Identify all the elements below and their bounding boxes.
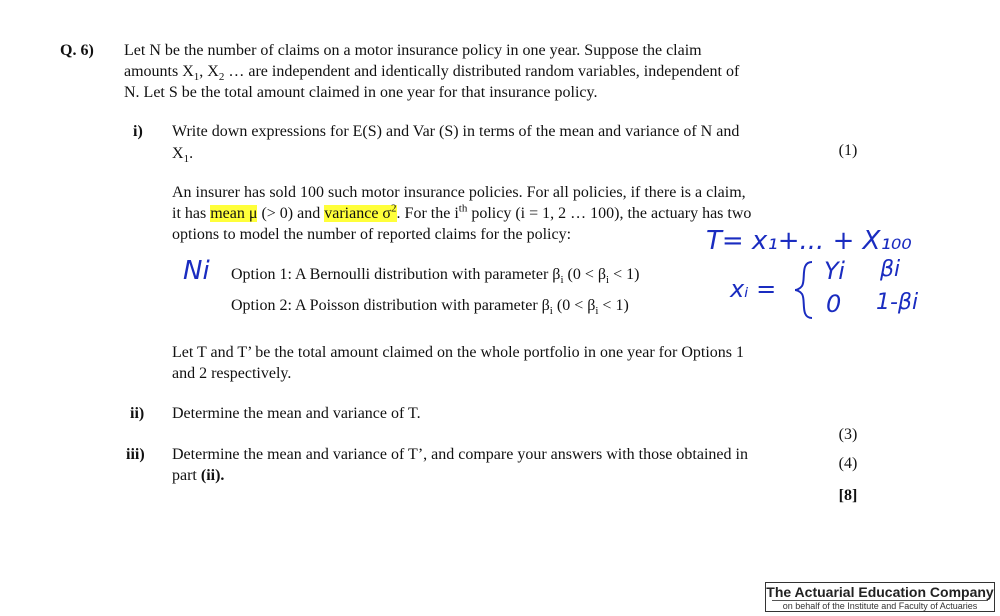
para3-line-1: Let T and T’ be the total amount claimed on the whole portfolio in one year for Options 1 [172,344,745,361]
handwritten-zero: 0 [826,290,842,318]
option-1: Option 1: A Bernoulli distribution with parameter $\beta_i$ $(0 < \beta_i < 1)$ [231,266,640,287]
handwritten-ni: Ni [183,256,210,286]
part-i-line-2: $X_1$. [172,145,194,166]
para2-line-1: An insurer has sold 100 such motor insurance policies. For all policies, if there is a claim, [172,184,746,201]
marks-part-ii: (3) [838,426,858,443]
marks-part-iii: (4) [838,455,858,472]
highlight-mean: mean μ [210,205,258,222]
para2-line-2: it has mean μ (> 0) and variance $\sigma^2$. For the $i^{th}$ policy (i = 1, 2 … 100), the actuary has two [172,202,752,222]
part-i-line-1: Write down expressions for E(S) and Var (S) in terms of the mean and variance of N and [172,123,740,140]
handwritten-xi: xᵢ = [730,275,777,303]
marks-total: [8] [838,487,858,504]
part-iii-label: iii) [126,446,145,463]
para3-line-2: and 2 respectively. [172,365,292,382]
para2-line-3: options to model the number of reported claims for the policy: [172,226,572,243]
logo-subtitle: on behalf of the Institute and Faculty of Actuaries [782,601,978,611]
handwritten-brace-icon [792,258,818,322]
part-ii-text: Determine the mean and variance of T. [172,405,421,422]
intro-line-2: amounts $X_1$, $X_2$ … are independent and identically distributed random variables, independent of [124,63,740,84]
intro-line-3: N. Let S be the total amount claimed in one year for that insurance policy. [124,84,598,101]
part-iii-line-2: part (ii). [172,467,225,484]
handwritten-yi: Yi [824,257,845,285]
intro-line-1: Let N be the number of claims on a motor insurance policy in one year. Suppose the claim [124,42,702,59]
company-logo [765,582,995,612]
part-ii-label: ii) [130,405,145,422]
marks-part-i: (1) [838,142,858,159]
highlight-variance: variance $\sigma^2$ [324,202,397,222]
logo-title: The Actuarial Education Company [766,584,994,600]
part-i-label: i) [133,123,143,140]
handwritten-one-minus-beta: 1-βi [876,290,919,315]
handwritten-beta-i: βi [880,257,901,282]
option-2: Option 2: A Poisson distribution with parameter $\beta_i$ $(0 < \beta_i < 1)$ [231,297,629,318]
question-number: Q. 6) [60,42,94,59]
part-iii-line-1: Determine the mean and variance of T’, and compare your answers with those obtained in [172,446,748,463]
handwritten-t-sum: T= x₁+... + X₁₀₀ [706,226,912,256]
